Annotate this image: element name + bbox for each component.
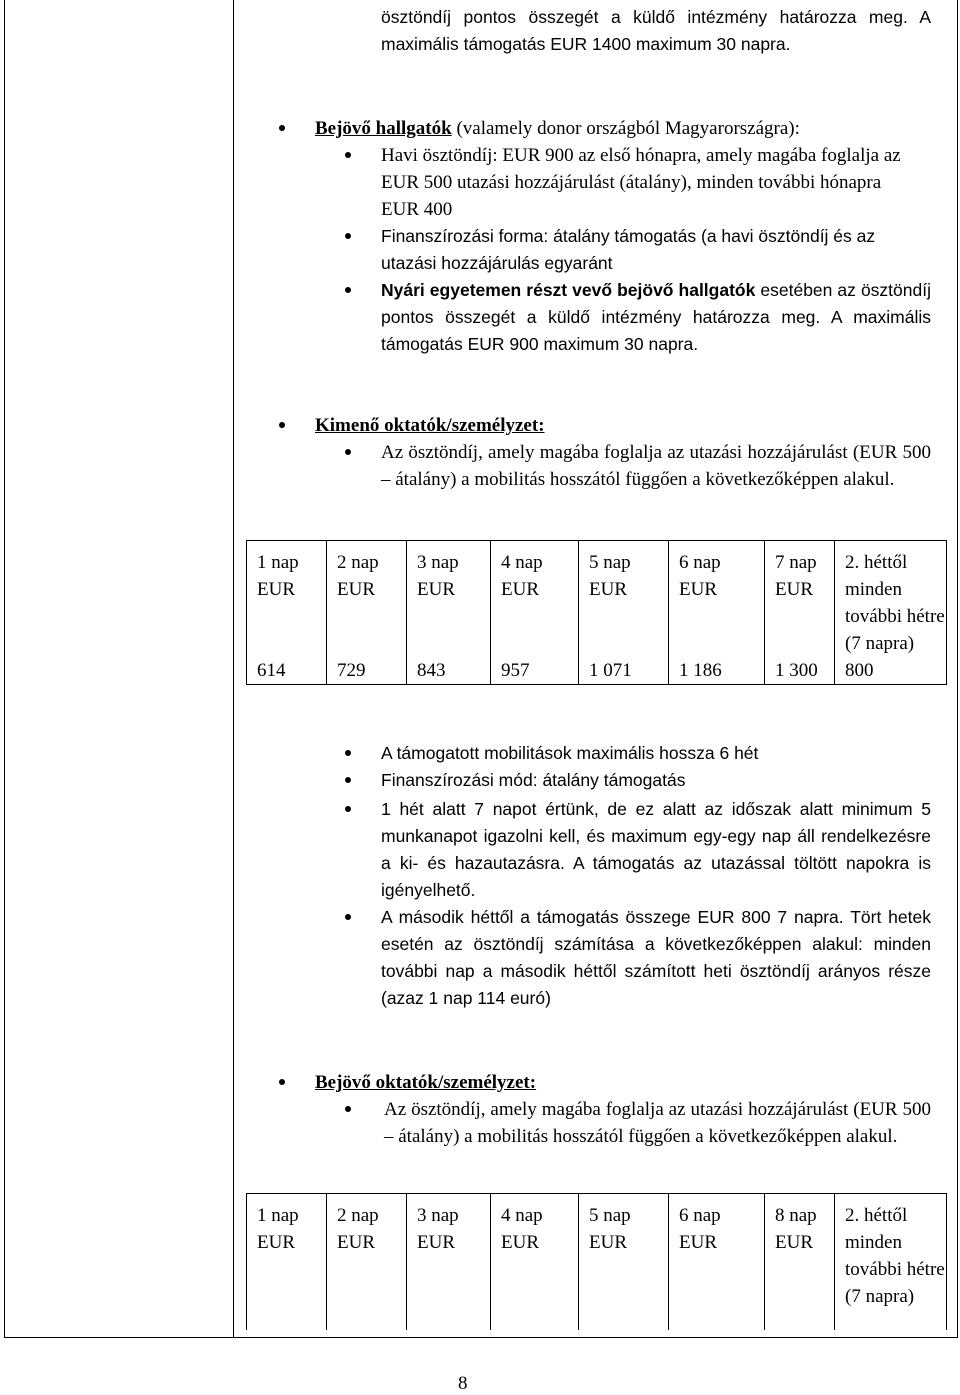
table-cell: 614 xyxy=(247,657,327,685)
table-header-cell: 5 nap EUR xyxy=(579,541,669,658)
table-header-row xyxy=(247,1194,947,1331)
list-item: Havi ösztöndíj: EUR 900 az első hónapra, amely magába foglalja az EUR 500 utazási hozzájárulást (átalány), minden további hónapra EUR 400 xyxy=(381,145,901,220)
table-row xyxy=(247,657,947,685)
incoming-students-subtitle: (valamely donor országból Magyarországra): xyxy=(451,118,800,139)
table-header-cell: 2 nap EUR xyxy=(327,541,407,658)
table-header-cell: 2. héttől minden további hétre (7 napra) xyxy=(835,541,947,658)
table-header-cell: 7 nap EUR xyxy=(765,541,835,658)
bullet-icon xyxy=(345,152,351,158)
summer-students-title: Nyári egyetemen részt vevő bejövő hallgatók xyxy=(381,280,756,300)
table-header-cell: 1 nap EUR xyxy=(247,541,327,658)
table-header-cell: 4 nap EUR xyxy=(491,1194,579,1331)
table-header-cell: 4 nap EUR xyxy=(491,541,579,658)
bullet-icon xyxy=(345,806,351,812)
table-header-cell: 8 nap EUR xyxy=(765,1194,835,1331)
bullet-icon xyxy=(279,1079,285,1085)
outgoing-staff-intro: Az ösztöndíj, amely magába foglalja az utazási hozzájárulást (EUR 500 – átalány) a mobilitás hosszától függően a következőképpen alakul. xyxy=(381,442,931,490)
bullet-icon xyxy=(345,914,351,920)
table-cell: 1 300 xyxy=(765,657,835,685)
bullet-icon xyxy=(279,422,285,428)
incoming-students-title: Bejövő hallgatók xyxy=(315,118,452,139)
list-item: A második héttől a támogatás összege EUR 800 7 napra. Tört hetek esetén az ösztöndíj számítása a következőképpen alakul: minden további nap a második héttől számított heti ösztöndíj arányos része (azaz 1 nap 114 euró) xyxy=(381,907,931,1008)
list-item: 1 hét alatt 7 napot értünk, de ez alatt az időszak alatt minimum 5 munkanapot igazolni kell, és maximum egy-egy nap áll rendelkezésre a ki- és hazautazásra. A támogatás az utazással töltött napokra is igényelhető. xyxy=(381,799,931,900)
bullet-icon xyxy=(345,1106,351,1112)
table-header-cell: 6 nap EUR xyxy=(669,541,765,658)
bullet-icon xyxy=(279,125,285,131)
table-header-cell: 5 nap EUR xyxy=(579,1194,669,1331)
table-header-cell: 3 nap EUR xyxy=(407,1194,491,1331)
list-item: Finanszírozási forma: átalány támogatás (a havi ösztöndíj és az utazási hozzájárulás egyaránt xyxy=(381,226,876,273)
summer-students-text: esetében az ösztöndíj pontos összegét a küldő intézmény határozza meg. A maximális támogatás EUR 900 maximum 30 napra. xyxy=(381,280,931,354)
list-item: Finanszírozási mód: átalány támogatás xyxy=(381,770,686,790)
incoming-students-heading xyxy=(315,115,935,142)
table-header-cell: 6 nap EUR xyxy=(669,1194,765,1331)
incoming-staff-heading: Bejövő oktatók/személyzet: xyxy=(315,1072,537,1093)
incoming-rates-table xyxy=(246,1193,947,1330)
table-cell: 1 186 xyxy=(669,657,765,685)
table-cell: 843 xyxy=(407,657,491,685)
incoming-staff-intro: Az ösztöndíj, amely magába foglalja az utazási hozzájárulást (EUR 500 – átalány) a mobilitás hosszától függően a következőképpen alakul. xyxy=(384,1099,931,1147)
outgoing-rates-table xyxy=(246,540,947,685)
table-header-cell: 2 nap EUR xyxy=(327,1194,407,1331)
column-divider xyxy=(233,0,234,1337)
table-cell: 1 071 xyxy=(579,657,669,685)
bullet-icon xyxy=(345,777,351,783)
summer-students-paragraph xyxy=(381,277,931,358)
list-item: A támogatott mobilitások maximális hossza 6 hét xyxy=(381,743,759,763)
table-header-cell: 1 nap EUR xyxy=(247,1194,327,1331)
table-header-cell: 3 nap EUR xyxy=(407,541,491,658)
table-cell: 729 xyxy=(327,657,407,685)
table-header-cell: 2. héttől minden további hétre (7 napra) xyxy=(835,1194,947,1331)
bullet-icon xyxy=(345,449,351,455)
bullet-icon xyxy=(345,287,351,293)
outgoing-staff-heading: Kimenő oktatók/személyzet: xyxy=(315,415,545,436)
table-cell: 800 xyxy=(835,657,947,685)
bullet-icon xyxy=(345,233,351,239)
page-number: 8 xyxy=(458,1373,468,1394)
table-header-row xyxy=(247,541,947,658)
top-paragraph: ösztöndíj pontos összegét a küldő intézmény határozza meg. A maximális támogatás EUR 1400 maximum 30 napra. xyxy=(381,7,931,54)
table-cell: 957 xyxy=(491,657,579,685)
bullet-icon xyxy=(345,750,351,756)
